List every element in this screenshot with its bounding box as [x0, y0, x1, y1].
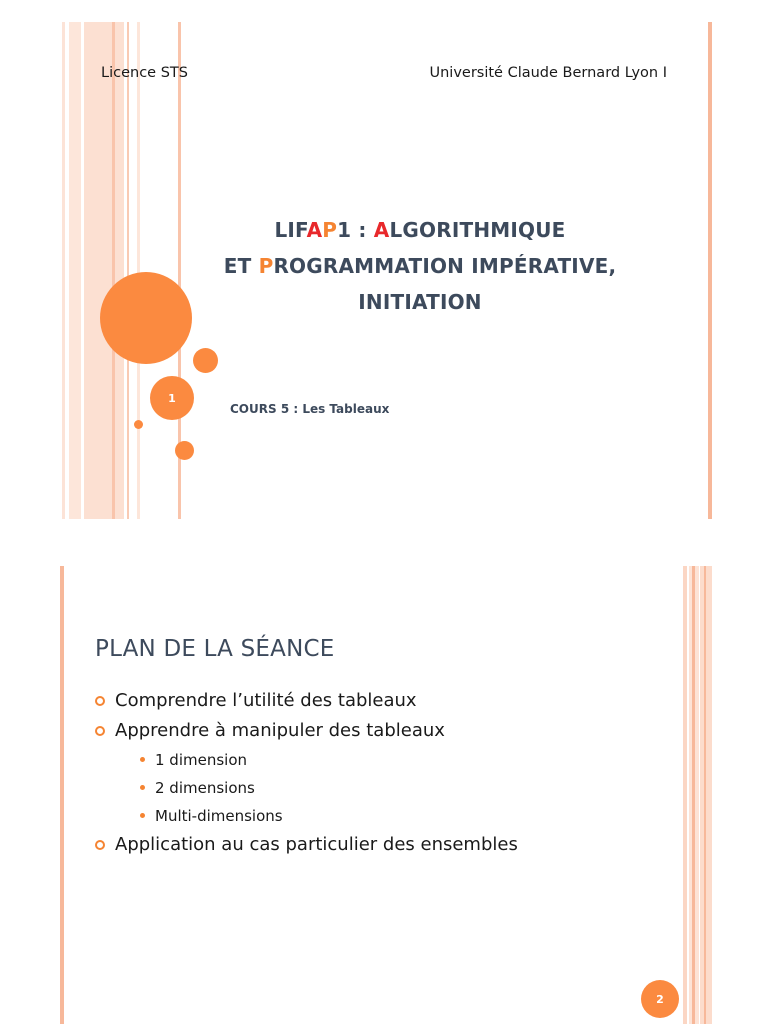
decorative-stripe: [69, 22, 81, 519]
decorative-stripe: [112, 22, 115, 519]
decorative-stripe: [692, 566, 695, 1024]
decorative-stripe: [84, 22, 124, 519]
list-item: Comprendre l’utilité des tableaux: [95, 686, 518, 716]
slide-1: [0, 22, 768, 519]
decorative-stripe: [137, 22, 140, 519]
decorative-stripe: [62, 22, 65, 519]
bullet-ring-icon: [95, 726, 105, 736]
sub-list-item: 2 dimensions: [95, 774, 518, 802]
title-line-1: LIFAP1 : ALGORITHMIQUE: [274, 218, 566, 242]
sub-list-item: 1 dimension: [95, 746, 518, 774]
course-subtitle: COURS 5 : Les Tableaux: [230, 402, 390, 416]
bullet-dot-icon: [140, 813, 145, 818]
decorative-circle-large: [100, 272, 192, 364]
decorative-stripe: [60, 566, 64, 1024]
decorative-circle-medium: [193, 348, 218, 373]
slide-2: [0, 566, 768, 1024]
page-number: 2: [656, 992, 664, 1006]
decorative-circle-small: [175, 441, 194, 460]
decorative-stripe: [683, 566, 687, 1024]
plan-title: PLAN DE LA SÉANCE: [95, 636, 335, 662]
page-number-badge: [150, 376, 194, 420]
decorative-stripe: [704, 566, 706, 1024]
decorative-stripe: [708, 22, 712, 519]
title-line-2: ET PROGRAMMATION IMPÉRATIVE,: [223, 254, 617, 278]
decorative-circle-tiny: [134, 420, 143, 429]
list-item: Application au cas particulier des ensembles: [95, 830, 518, 860]
decorative-stripe: [700, 566, 712, 1024]
page-number-badge: [641, 980, 679, 1018]
slide-title: [200, 212, 640, 320]
title-line-3: INITIATION: [358, 290, 482, 314]
page-number: 1: [168, 391, 176, 405]
bullet-ring-icon: [95, 840, 105, 850]
decorative-stripe: [127, 22, 129, 519]
list-item: Apprendre à manipuler des tableaux: [95, 716, 518, 746]
bullet-ring-icon: [95, 696, 105, 706]
plan-list: [95, 686, 518, 860]
header-right-label: Université Claude Bernard Lyon I: [429, 65, 667, 81]
header-left-label: Licence STS: [101, 65, 188, 81]
sub-list-item: Multi-dimensions: [95, 802, 518, 830]
bullet-dot-icon: [140, 785, 145, 790]
bullet-dot-icon: [140, 757, 145, 762]
